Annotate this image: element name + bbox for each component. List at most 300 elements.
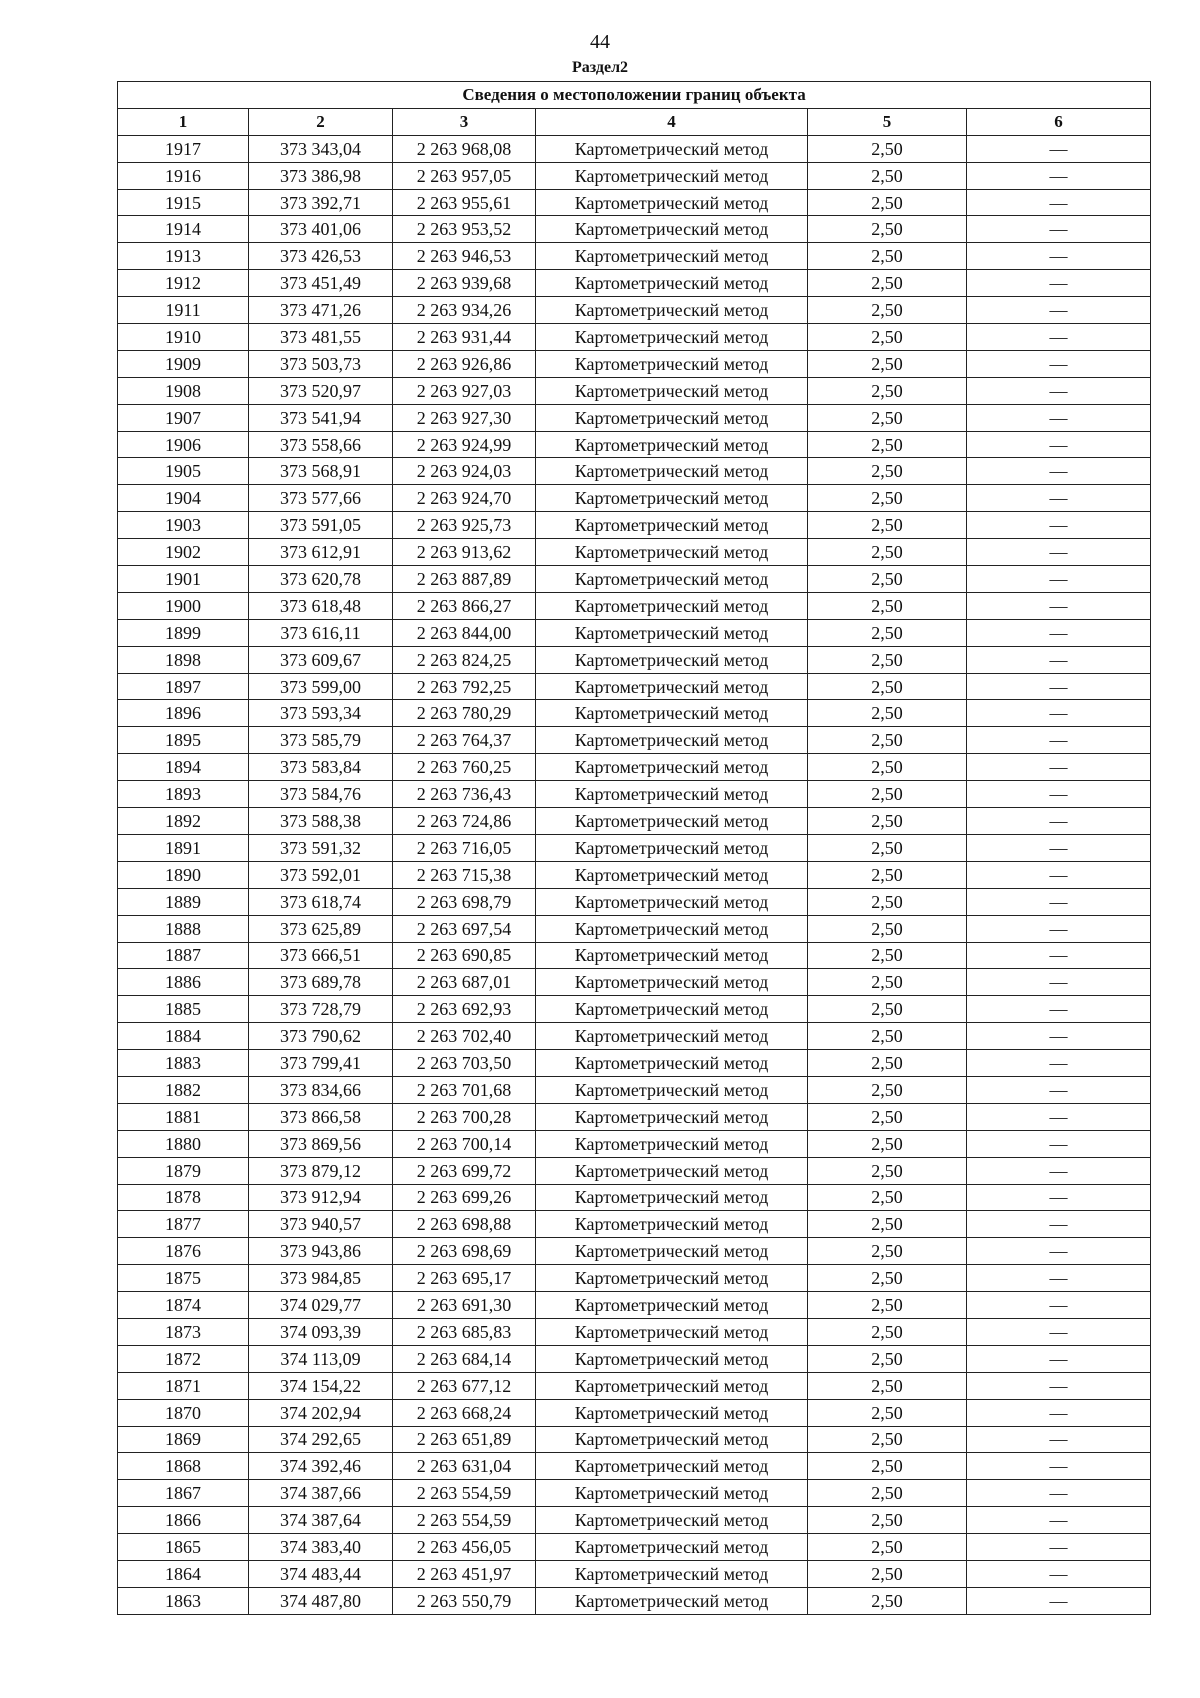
method-cell: Картометрический метод [536,1238,808,1265]
table-row [118,861,1151,888]
x-coordinate-cell: 374 392,46 [249,1453,393,1480]
x-coordinate-cell: 373 503,73 [249,350,393,377]
y-coordinate-cell: 2 263 926,86 [393,350,536,377]
description-cell: — [967,512,1151,539]
y-coordinate-cell: 2 263 697,54 [393,915,536,942]
section-title: Раздел2 [571,59,629,76]
method-cell: Картометрический метод [536,1103,808,1130]
method-cell: Картометрический метод [536,566,808,593]
method-cell: Картометрический метод [536,861,808,888]
description-cell: — [967,270,1151,297]
description-cell: — [967,243,1151,270]
y-coordinate-cell: 2 263 703,50 [393,1050,536,1077]
accuracy-cell: 2,50 [808,1130,967,1157]
x-coordinate-cell: 373 728,79 [249,996,393,1023]
accuracy-cell: 2,50 [808,942,967,969]
point-number-cell: 1872 [118,1345,249,1372]
method-cell: Картометрический метод [536,619,808,646]
accuracy-cell: 2,50 [808,1103,967,1130]
x-coordinate-cell: 373 618,74 [249,888,393,915]
x-coordinate-cell: 374 093,39 [249,1318,393,1345]
y-coordinate-cell: 2 263 550,79 [393,1587,536,1614]
x-coordinate-cell: 373 912,94 [249,1184,393,1211]
method-cell: Картометрический метод [536,646,808,673]
description-cell: — [967,1372,1151,1399]
point-number-cell: 1894 [118,754,249,781]
accuracy-cell: 2,50 [808,1426,967,1453]
table-caption: Сведения о местоположении границ объекта [118,82,1151,109]
method-cell: Картометрический метод [536,1399,808,1426]
table-row [118,969,1151,996]
method-cell: Картометрический метод [536,727,808,754]
method-cell: Картометрический метод [536,1587,808,1614]
accuracy-cell: 2,50 [808,1211,967,1238]
accuracy-cell: 2,50 [808,1453,967,1480]
table-row [118,377,1151,404]
y-coordinate-cell: 2 263 695,17 [393,1265,536,1292]
method-cell: Картометрический метод [536,1050,808,1077]
point-number-cell: 1914 [118,216,249,243]
y-coordinate-cell: 2 263 451,97 [393,1560,536,1587]
x-coordinate-cell: 373 592,01 [249,861,393,888]
x-coordinate-cell: 373 426,53 [249,243,393,270]
point-number-cell: 1871 [118,1372,249,1399]
y-coordinate-cell: 2 263 939,68 [393,270,536,297]
accuracy-cell: 2,50 [808,1157,967,1184]
point-number-cell: 1908 [118,377,249,404]
boundary-coordinates-table [117,81,1151,1615]
y-coordinate-cell: 2 263 701,68 [393,1076,536,1103]
description-cell: — [967,1292,1151,1319]
y-coordinate-cell: 2 263 953,52 [393,216,536,243]
description-cell: — [967,1103,1151,1130]
y-coordinate-cell: 2 263 927,03 [393,377,536,404]
description-cell: — [967,1345,1151,1372]
table-row [118,1318,1151,1345]
table-row [118,1023,1151,1050]
table-row [118,1184,1151,1211]
point-number-cell: 1912 [118,270,249,297]
table-row [118,1534,1151,1561]
y-coordinate-cell: 2 263 651,89 [393,1426,536,1453]
point-number-cell: 1913 [118,243,249,270]
point-number-cell: 1882 [118,1076,249,1103]
x-coordinate-cell: 373 593,34 [249,700,393,727]
point-number-cell: 1910 [118,324,249,351]
table-row [118,458,1151,485]
point-number-cell: 1880 [118,1130,249,1157]
method-cell: Картометрический метод [536,1211,808,1238]
y-coordinate-cell: 2 263 677,12 [393,1372,536,1399]
y-coordinate-cell: 2 263 968,08 [393,135,536,162]
method-cell: Картометрический метод [536,512,808,539]
table-row [118,1292,1151,1319]
point-number-cell: 1898 [118,646,249,673]
description-cell: — [967,485,1151,512]
y-coordinate-cell: 2 263 684,14 [393,1345,536,1372]
description-cell: — [967,539,1151,566]
point-number-cell: 1901 [118,566,249,593]
point-number-cell: 1909 [118,350,249,377]
point-number-cell: 1890 [118,861,249,888]
method-cell: Картометрический метод [536,539,808,566]
table-row [118,431,1151,458]
description-cell: — [967,754,1151,781]
point-number-cell: 1895 [118,727,249,754]
accuracy-cell: 2,50 [808,996,967,1023]
y-coordinate-cell: 2 263 934,26 [393,297,536,324]
accuracy-cell: 2,50 [808,512,967,539]
description-cell: — [967,1211,1151,1238]
description-cell: — [967,1399,1151,1426]
table-row [118,1399,1151,1426]
y-coordinate-cell: 2 263 698,88 [393,1211,536,1238]
point-number-cell: 1896 [118,700,249,727]
accuracy-cell: 2,50 [808,1345,967,1372]
y-coordinate-cell: 2 263 931,44 [393,324,536,351]
point-number-cell: 1884 [118,1023,249,1050]
table-row [118,324,1151,351]
method-cell: Картометрический метод [536,243,808,270]
column-header: 1 [118,108,249,135]
accuracy-cell: 2,50 [808,619,967,646]
point-number-cell: 1876 [118,1238,249,1265]
y-coordinate-cell: 2 263 913,62 [393,539,536,566]
accuracy-cell: 2,50 [808,1265,967,1292]
table-row [118,1453,1151,1480]
point-number-cell: 1866 [118,1507,249,1534]
point-number-cell: 1892 [118,808,249,835]
accuracy-cell: 2,50 [808,1587,967,1614]
table-row [118,189,1151,216]
description-cell: — [967,350,1151,377]
description-cell: — [967,888,1151,915]
accuracy-cell: 2,50 [808,270,967,297]
method-cell: Картометрический метод [536,996,808,1023]
table-row [118,1238,1151,1265]
method-cell: Картометрический метод [536,1157,808,1184]
accuracy-cell: 2,50 [808,1560,967,1587]
table-row [118,1157,1151,1184]
accuracy-cell: 2,50 [808,539,967,566]
description-cell: — [967,1426,1151,1453]
accuracy-cell: 2,50 [808,1534,967,1561]
point-number-cell: 1878 [118,1184,249,1211]
table-row [118,727,1151,754]
y-coordinate-cell: 2 263 946,53 [393,243,536,270]
y-coordinate-cell: 2 263 887,89 [393,566,536,593]
method-cell: Картометрический метод [536,297,808,324]
method-cell: Картометрический метод [536,969,808,996]
point-number-cell: 1886 [118,969,249,996]
accuracy-cell: 2,50 [808,1050,967,1077]
point-number-cell: 1867 [118,1480,249,1507]
accuracy-cell: 2,50 [808,458,967,485]
method-cell: Картометрический метод [536,1534,808,1561]
x-coordinate-cell: 373 866,58 [249,1103,393,1130]
method-cell: Картометрический метод [536,162,808,189]
y-coordinate-cell: 2 263 702,40 [393,1023,536,1050]
point-number-cell: 1881 [118,1103,249,1130]
x-coordinate-cell: 373 879,12 [249,1157,393,1184]
method-cell: Картометрический метод [536,1453,808,1480]
method-cell: Картометрический метод [536,1507,808,1534]
table-row [118,243,1151,270]
accuracy-cell: 2,50 [808,592,967,619]
accuracy-cell: 2,50 [808,646,967,673]
y-coordinate-cell: 2 263 699,72 [393,1157,536,1184]
table-row [118,808,1151,835]
point-number-cell: 1883 [118,1050,249,1077]
description-cell: — [967,1534,1151,1561]
y-coordinate-cell: 2 263 760,25 [393,754,536,781]
accuracy-cell: 2,50 [808,861,967,888]
y-coordinate-cell: 2 263 690,85 [393,942,536,969]
x-coordinate-cell: 373 558,66 [249,431,393,458]
table-row [118,1211,1151,1238]
method-cell: Картометрический метод [536,377,808,404]
method-cell: Картометрический метод [536,1023,808,1050]
table-row [118,539,1151,566]
method-cell: Картометрический метод [536,189,808,216]
accuracy-cell: 2,50 [808,834,967,861]
method-cell: Картометрический метод [536,324,808,351]
x-coordinate-cell: 373 577,66 [249,485,393,512]
description-cell: — [967,1050,1151,1077]
description-cell: — [967,996,1151,1023]
method-cell: Картометрический метод [536,1426,808,1453]
x-coordinate-cell: 374 292,65 [249,1426,393,1453]
x-coordinate-cell: 373 940,57 [249,1211,393,1238]
y-coordinate-cell: 2 263 780,29 [393,700,536,727]
description-cell: — [967,377,1151,404]
description-cell: — [967,566,1151,593]
point-number-cell: 1863 [118,1587,249,1614]
point-number-cell: 1885 [118,996,249,1023]
column-header: 3 [393,108,536,135]
x-coordinate-cell: 373 588,38 [249,808,393,835]
accuracy-cell: 2,50 [808,566,967,593]
x-coordinate-cell: 373 343,04 [249,135,393,162]
x-coordinate-cell: 374 154,22 [249,1372,393,1399]
description-cell: — [967,1023,1151,1050]
table-row [118,1265,1151,1292]
point-number-cell: 1877 [118,1211,249,1238]
y-coordinate-cell: 2 263 957,05 [393,162,536,189]
point-number-cell: 1903 [118,512,249,539]
description-cell: — [967,861,1151,888]
point-number-cell: 1911 [118,297,249,324]
point-number-cell: 1897 [118,673,249,700]
table-row [118,1103,1151,1130]
method-cell: Картометрический метод [536,834,808,861]
description-cell: — [967,135,1151,162]
x-coordinate-cell: 374 383,40 [249,1534,393,1561]
table-row [118,996,1151,1023]
table-row [118,1426,1151,1453]
table-row [118,1507,1151,1534]
description-cell: — [967,700,1151,727]
method-cell: Картометрический метод [536,1345,808,1372]
point-number-cell: 1900 [118,592,249,619]
x-coordinate-cell: 373 591,32 [249,834,393,861]
x-coordinate-cell: 373 689,78 [249,969,393,996]
accuracy-cell: 2,50 [808,485,967,512]
x-coordinate-cell: 374 487,80 [249,1587,393,1614]
method-cell: Картометрический метод [536,888,808,915]
y-coordinate-cell: 2 263 554,59 [393,1507,536,1534]
method-cell: Картометрический метод [536,1076,808,1103]
accuracy-cell: 2,50 [808,162,967,189]
accuracy-cell: 2,50 [808,1372,967,1399]
accuracy-cell: 2,50 [808,700,967,727]
point-number-cell: 1887 [118,942,249,969]
method-cell: Картометрический метод [536,1560,808,1587]
accuracy-cell: 2,50 [808,135,967,162]
x-coordinate-cell: 373 869,56 [249,1130,393,1157]
point-number-cell: 1899 [118,619,249,646]
description-cell: — [967,1480,1151,1507]
point-number-cell: 1879 [118,1157,249,1184]
x-coordinate-cell: 373 481,55 [249,324,393,351]
description-cell: — [967,1265,1151,1292]
x-coordinate-cell: 374 387,64 [249,1507,393,1534]
description-cell: — [967,297,1151,324]
y-coordinate-cell: 2 263 698,69 [393,1238,536,1265]
description-cell: — [967,1507,1151,1534]
table-row [118,1372,1151,1399]
accuracy-cell: 2,50 [808,189,967,216]
x-coordinate-cell: 373 618,48 [249,592,393,619]
accuracy-cell: 2,50 [808,1318,967,1345]
accuracy-cell: 2,50 [808,1238,967,1265]
table-row [118,1130,1151,1157]
x-coordinate-cell: 373 943,86 [249,1238,393,1265]
method-cell: Картометрический метод [536,431,808,458]
table-row [118,566,1151,593]
accuracy-cell: 2,50 [808,1023,967,1050]
table-row [118,1560,1151,1587]
point-number-cell: 1902 [118,539,249,566]
method-cell: Картометрический метод [536,673,808,700]
x-coordinate-cell: 373 799,41 [249,1050,393,1077]
y-coordinate-cell: 2 263 925,73 [393,512,536,539]
method-cell: Картометрический метод [536,1265,808,1292]
accuracy-cell: 2,50 [808,915,967,942]
method-cell: Картометрический метод [536,592,808,619]
method-cell: Картометрический метод [536,1318,808,1345]
accuracy-cell: 2,50 [808,673,967,700]
description-cell: — [967,189,1151,216]
point-number-cell: 1916 [118,162,249,189]
description-cell: — [967,324,1151,351]
method-cell: Картометрический метод [536,1372,808,1399]
point-number-cell: 1891 [118,834,249,861]
y-coordinate-cell: 2 263 716,05 [393,834,536,861]
y-coordinate-cell: 2 263 456,05 [393,1534,536,1561]
x-coordinate-cell: 373 568,91 [249,458,393,485]
accuracy-cell: 2,50 [808,1399,967,1426]
x-coordinate-cell: 374 029,77 [249,1292,393,1319]
description-cell: — [967,592,1151,619]
x-coordinate-cell: 373 984,85 [249,1265,393,1292]
table-row [118,297,1151,324]
x-coordinate-cell: 373 609,67 [249,646,393,673]
x-coordinate-cell: 373 591,05 [249,512,393,539]
y-coordinate-cell: 2 263 924,70 [393,485,536,512]
description-cell: — [967,1130,1151,1157]
table-row [118,646,1151,673]
accuracy-cell: 2,50 [808,1507,967,1534]
x-coordinate-cell: 374 113,09 [249,1345,393,1372]
x-coordinate-cell: 373 584,76 [249,781,393,808]
method-cell: Картометрический метод [536,458,808,485]
point-number-cell: 1889 [118,888,249,915]
point-number-cell: 1870 [118,1399,249,1426]
accuracy-cell: 2,50 [808,404,967,431]
table-row [118,1480,1151,1507]
accuracy-cell: 2,50 [808,377,967,404]
accuracy-cell: 2,50 [808,754,967,781]
table-row [118,888,1151,915]
description-cell: — [967,834,1151,861]
table-row [118,512,1151,539]
accuracy-cell: 2,50 [808,1292,967,1319]
table-row [118,350,1151,377]
y-coordinate-cell: 2 263 699,26 [393,1184,536,1211]
accuracy-cell: 2,50 [808,781,967,808]
column-header: 5 [808,108,967,135]
table-row [118,135,1151,162]
point-number-cell: 1917 [118,135,249,162]
x-coordinate-cell: 373 520,97 [249,377,393,404]
y-coordinate-cell: 2 263 554,59 [393,1480,536,1507]
y-coordinate-cell: 2 263 668,24 [393,1399,536,1426]
x-coordinate-cell: 373 541,94 [249,404,393,431]
description-cell: — [967,1560,1151,1587]
point-number-cell: 1874 [118,1292,249,1319]
table-row [118,404,1151,431]
page-number: 44 [590,31,610,53]
method-cell: Картометрический метод [536,754,808,781]
method-cell: Картометрический метод [536,915,808,942]
accuracy-cell: 2,50 [808,1076,967,1103]
method-cell: Картометрический метод [536,216,808,243]
column-header: 4 [536,108,808,135]
y-coordinate-cell: 2 263 792,25 [393,673,536,700]
method-cell: Картометрический метод [536,700,808,727]
table-row [118,1345,1151,1372]
method-cell: Картометрический метод [536,1480,808,1507]
description-cell: — [967,915,1151,942]
x-coordinate-cell: 373 620,78 [249,566,393,593]
description-cell: — [967,431,1151,458]
y-coordinate-cell: 2 263 927,30 [393,404,536,431]
accuracy-cell: 2,50 [808,1184,967,1211]
accuracy-cell: 2,50 [808,888,967,915]
description-cell: — [967,1076,1151,1103]
point-number-cell: 1873 [118,1318,249,1345]
point-number-cell: 1906 [118,431,249,458]
y-coordinate-cell: 2 263 764,37 [393,727,536,754]
y-coordinate-cell: 2 263 736,43 [393,781,536,808]
description-cell: — [967,162,1151,189]
table-row [118,915,1151,942]
accuracy-cell: 2,50 [808,808,967,835]
x-coordinate-cell: 373 612,91 [249,539,393,566]
method-cell: Картометрический метод [536,485,808,512]
accuracy-cell: 2,50 [808,727,967,754]
